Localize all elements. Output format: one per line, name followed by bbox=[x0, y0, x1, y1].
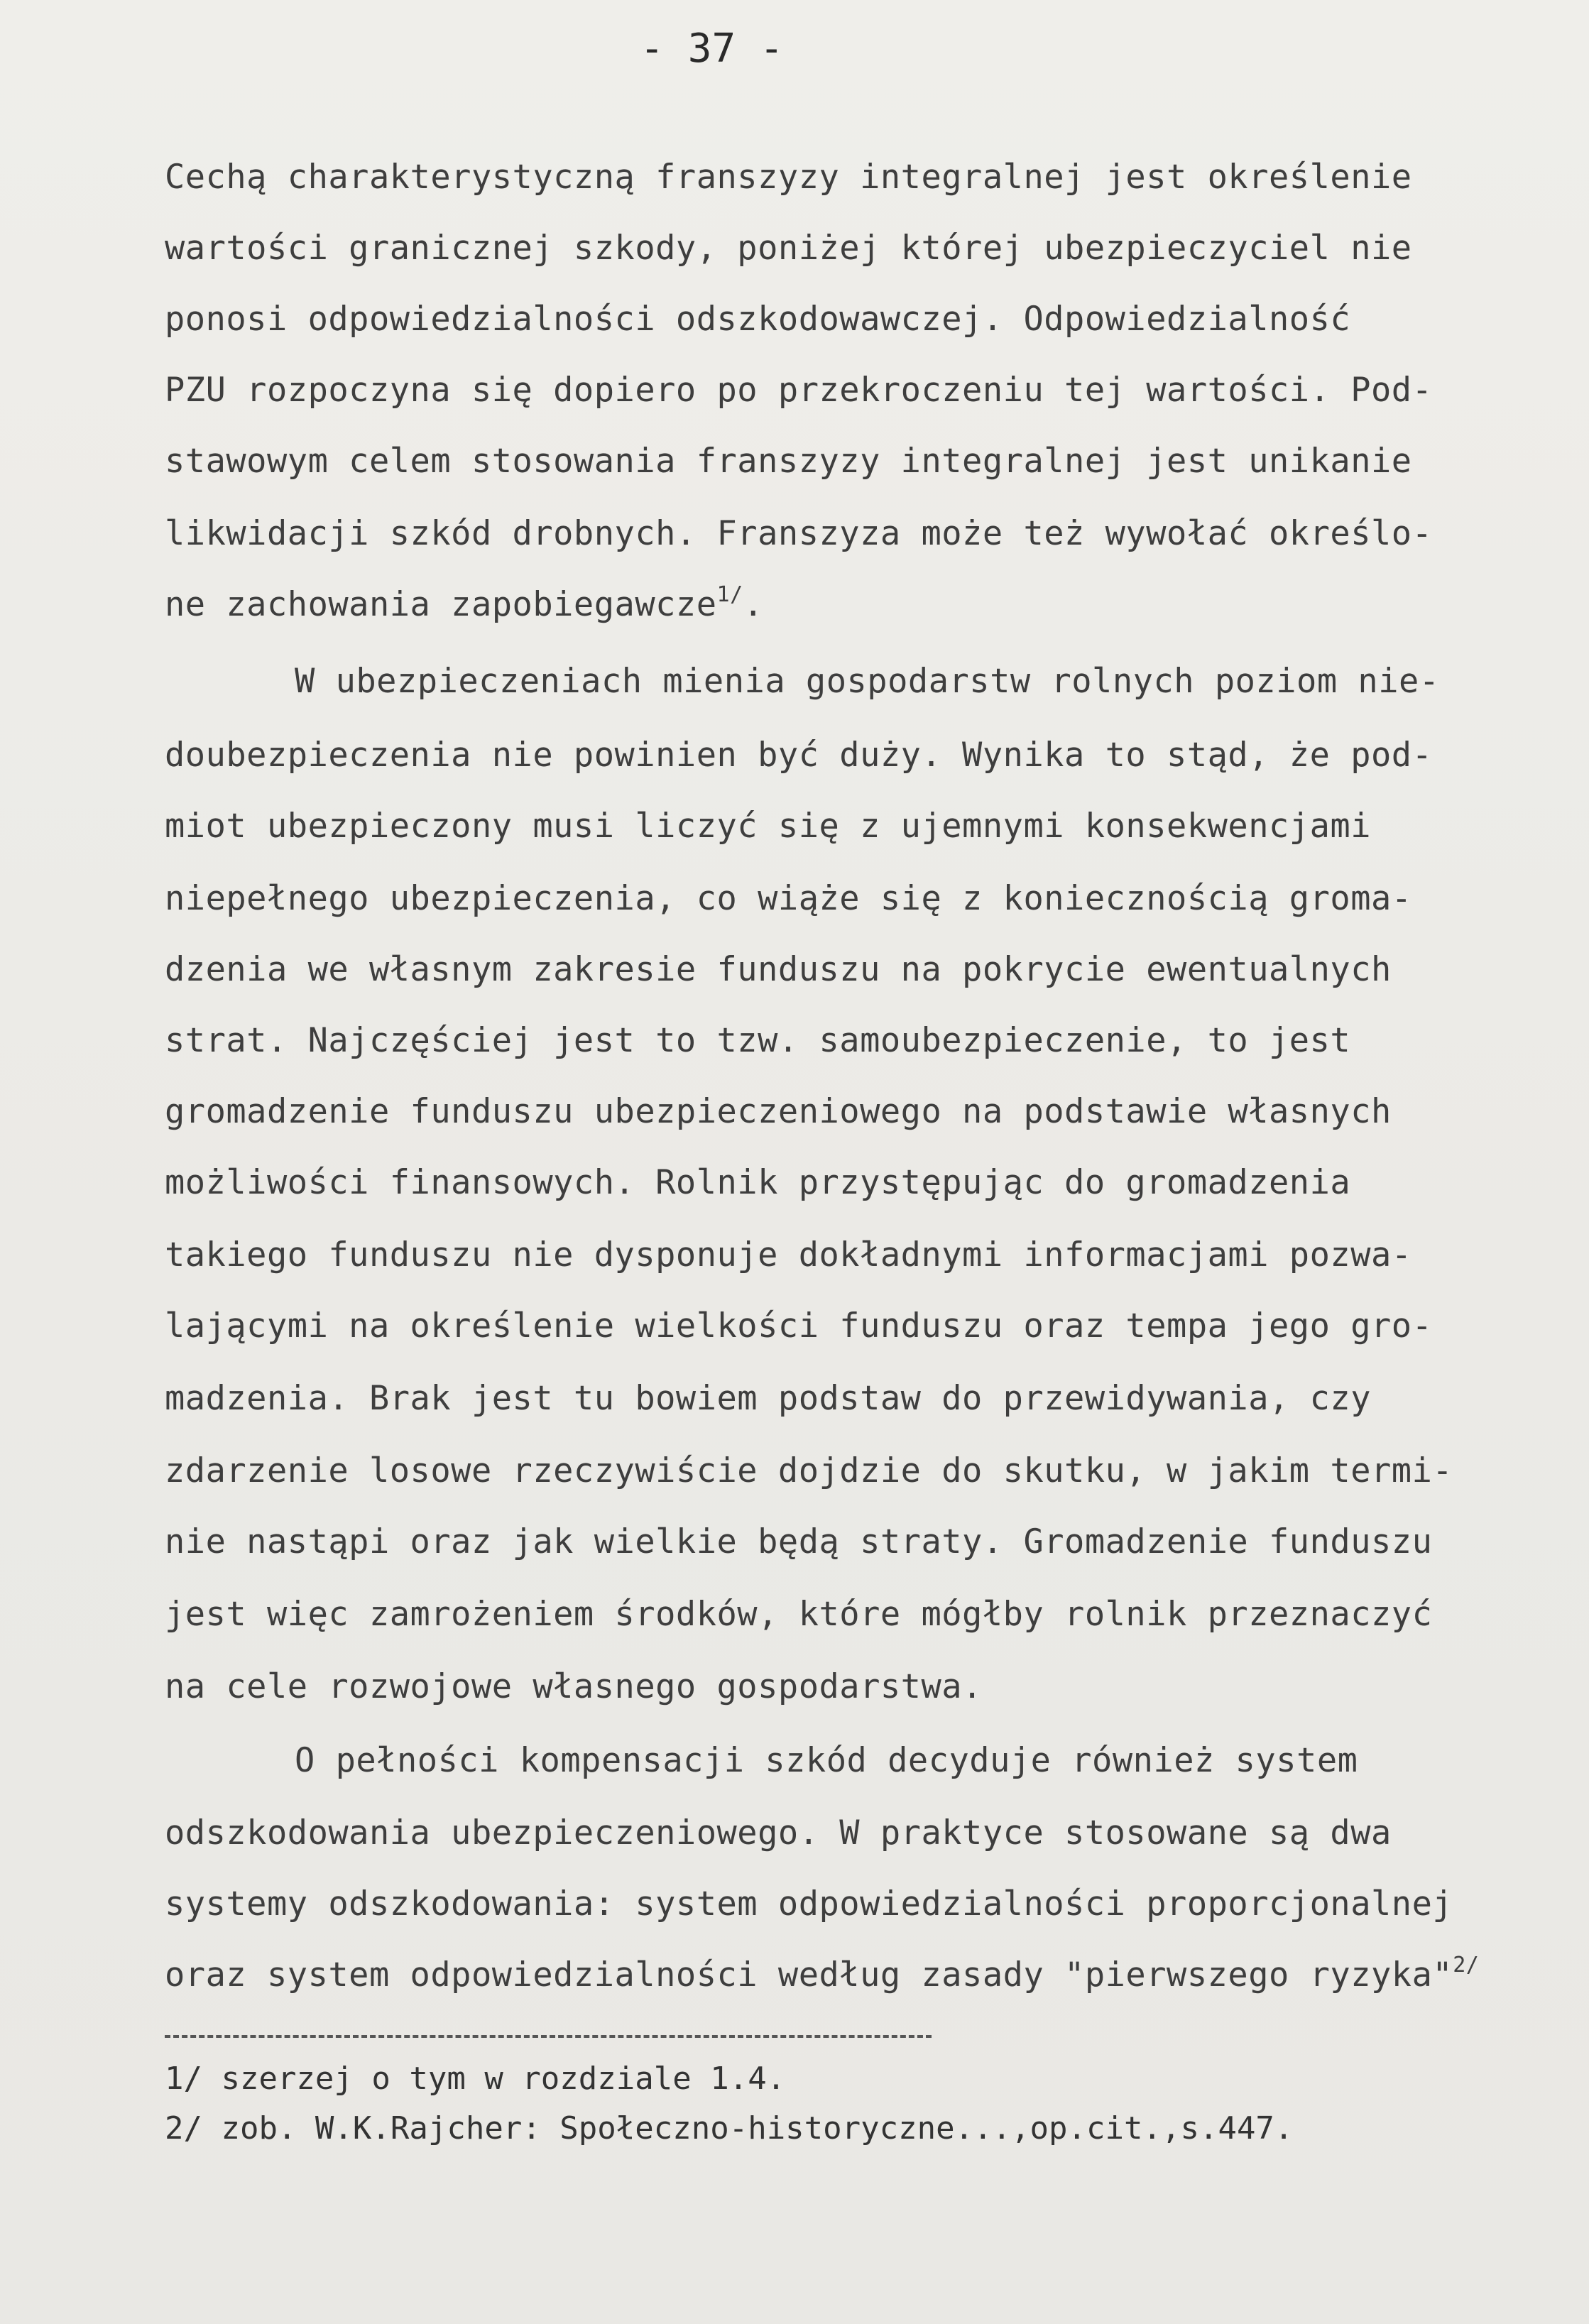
text-line: stawowym celem stosowania franszyzy integralnej jest unikanie bbox=[165, 442, 1412, 481]
text-line: PZU rozpoczyna się dopiero po przekroczeniu tej wartości. Pod- bbox=[165, 371, 1433, 410]
text-line: doubezpieczenia nie powinien być duży. Wynika to stąd, że pod- bbox=[165, 736, 1433, 775]
text-line: ne zachowania zapobiegawcze bbox=[165, 585, 717, 624]
text-line: jest więc zamrożeniem środków, które mógłby rolnik przeznaczyć bbox=[165, 1595, 1433, 1634]
text-line: gromadzenie funduszu ubezpieczeniowego na podstawie własnych bbox=[165, 1092, 1392, 1131]
footnote-separator bbox=[165, 2035, 932, 2038]
text-line: oraz system odpowiedzialności według zasady "pierwszego ryzyka" bbox=[165, 1955, 1453, 1995]
text-line: lającymi na określenie wielkości funduszu oraz tempa jego gro- bbox=[165, 1306, 1433, 1346]
footnote-ref-2: 2/ bbox=[1453, 1953, 1480, 1977]
text-line-with-footnote bbox=[165, 1954, 1479, 1997]
text-line: nie nastąpi oraz jak wielkie będą straty. Gromadzenie funduszu bbox=[165, 1522, 1433, 1561]
footnote-ref-1: 1/ bbox=[716, 582, 743, 607]
text-line: możliwości finansowych. Rolnik przystępując do gromadzenia bbox=[165, 1163, 1351, 1202]
text-line: madzenia. Brak jest tu bowiem podstaw do przewidywania, czy bbox=[165, 1379, 1371, 1418]
text-line: odszkodowania ubezpieczeniowego. W praktyce stosowane są dwa bbox=[165, 1813, 1392, 1853]
text-line: systemy odszkodowania: system odpowiedzialności proporcjonalnej bbox=[165, 1884, 1453, 1924]
text-line: na cele rozwojowe własnego gospodarstwa. bbox=[165, 1667, 983, 1706]
sentence-end: . bbox=[743, 585, 764, 624]
text-line: zdarzenie losowe rzeczywiście dojdzie do skutku, w jakim termi- bbox=[165, 1451, 1453, 1490]
text-line: W ubezpieczeniach mienia gospodarstw rolnych poziom nie- bbox=[295, 662, 1440, 701]
text-line: takiego funduszu nie dysponuje dokładnymi informacjami pozwa- bbox=[165, 1235, 1412, 1275]
text-line: likwidacji szkód drobnych. Franszyza może też wywołać określo- bbox=[165, 514, 1433, 553]
text-line: ponosi odpowiedzialności odszkodowawczej. Odpowiedzialność bbox=[165, 300, 1351, 339]
text-line: wartości granicznej szkody, poniżej której ubezpieczyciel nie bbox=[165, 229, 1412, 268]
text-line: niepełnego ubezpieczenia, co wiąże się z koniecznością groma- bbox=[165, 879, 1412, 918]
page-number: - 37 - bbox=[640, 26, 784, 72]
text-line: miot ubezpieczony musi liczyć się z ujemnymi konsekwencjami bbox=[165, 807, 1371, 846]
text-line: O pełności kompensacji szkód decyduje również system bbox=[295, 1741, 1358, 1780]
footnote-2: 2/ zob. W.K.Rajcher: Społeczno-historyczne...,op.cit.,s.447. bbox=[165, 2110, 1294, 2146]
footnote-1: 1/ szerzej o tym w rozdziale 1.4. bbox=[165, 2061, 786, 2097]
text-line: dzenia we własnym zakresie funduszu na pokrycie ewentualnych bbox=[165, 950, 1392, 989]
text-line: Cechą charakterystyczną franszyzy integralnej jest określenie bbox=[165, 158, 1412, 197]
text-line: strat. Najczęściej jest to tzw. samoubezpieczenie, to jest bbox=[165, 1021, 1351, 1060]
text-line-with-footnote bbox=[165, 584, 763, 626]
